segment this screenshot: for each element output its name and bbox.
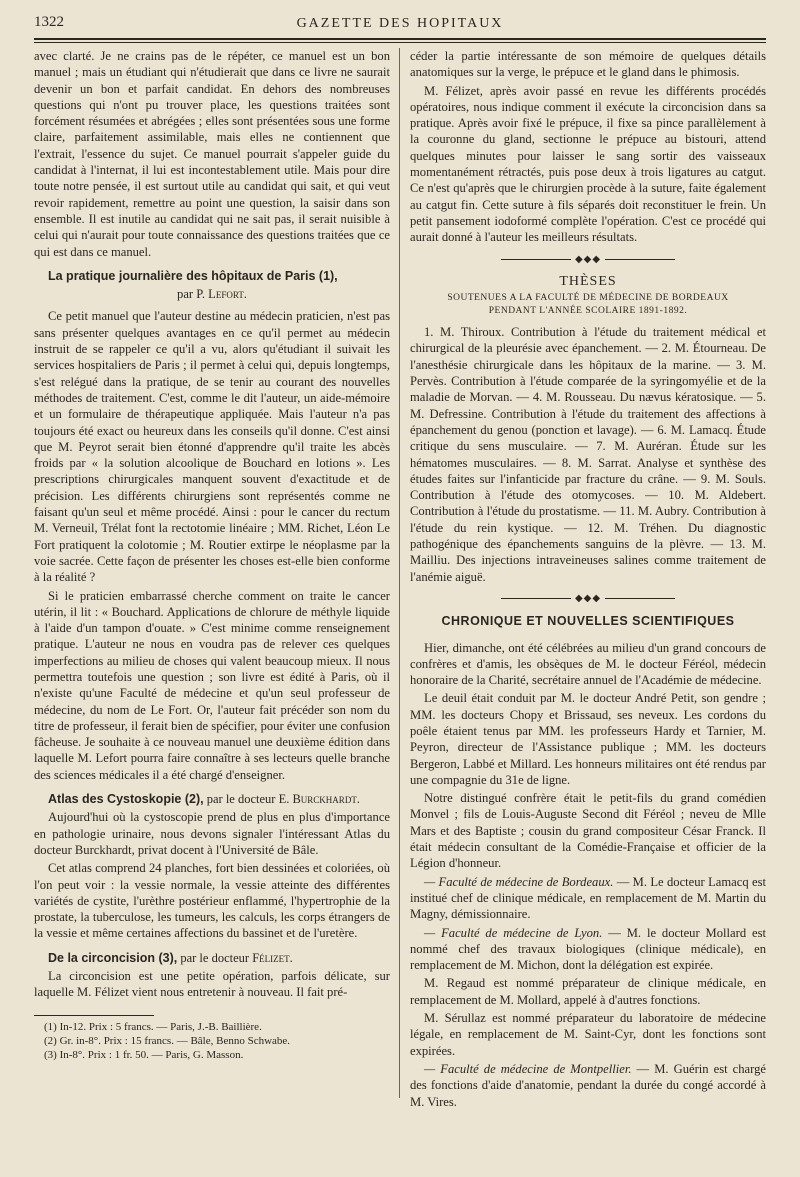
section-byline: par P. Lefort. — [177, 287, 247, 302]
paragraph: Cet atlas comprend 24 planches, fort bien dessinées et coloriées, où l'on peut voir : la vessie normale, la vessie atteinte des différentes variétés de cystite, l'urèthre postérieur enflammé, l'hypertrophie de la prostate, la tuberculose, les tumeurs, les calculs, les corps étrangers de la vessie et même certaines affections du bassinet et de l'uretère. — [34, 861, 390, 941]
chronicle-title: CHRONIQUE ET NOUVELLES SCIENTIFIQUES — [441, 614, 735, 629]
running-head: GAZETTE DES HOPITAUX — [296, 16, 504, 31]
paragraph: avec clarté. Je ne crains pas de le répéter, ce manuel est un bon manuel ; mais un étudiant qui n'étudierait que dans ce livre ne saurait devenir un bon et parfait candidat. En dehors des nombreuses questions qui n'ont pu trouver place, les questions traitées sont forcément résumées et abrégées ; elles sont présentées sous une forme claire, parfaitement assimilable, mais elles ne contiennent que l'extrait, l'essence du sujet. Ce manuel pourrait s'appeler guide du candidat à l'internat, il lui est incontestablement utile. Mais pour dire toute notre pensée, il est surtout utile au candidat qui sait, et qui veut revoir rapidement, remettre au point une question, la saisir dans son ensemble. Il est inutile au candidat qui ne sait pas, il serait nuisible à celui qui n'aurait pour toute connaissance des questions traitées que ce qui est dans ce manuel. — [34, 49, 390, 259]
author-name: Félizet. — [252, 950, 293, 965]
theses-subtitle: PENDANT L'ANNÉE SCOLAIRE 1891-1892. — [488, 306, 688, 317]
header-rule — [34, 38, 766, 40]
header-rule-thin — [34, 42, 766, 43]
paragraph: M. Regaud est nommé préparateur de clinique médicale, en remplacement de M. Mollard, appelé à d'autres fonctions. — [410, 976, 766, 1007]
footnote-rule — [34, 1015, 154, 1016]
paragraph: La circoncision est une petite opération, parfois délicate, sur laquelle M. Félizet vient nous entretenir à nouveau. Il fait pré- — [34, 969, 390, 1000]
theses-subtitle: SOUTENUES A LA FACULTÉ DE MÉDECINE DE BORDEAUX — [447, 293, 729, 304]
footnote: (3) In-8°. Prix : 1 fr. 50. — Paris, G. Masson. — [44, 1048, 244, 1061]
paragraph: M. Sérullaz est nommé préparateur du laboratoire de médecine légale, en remplacement de M. Saint-Cyr, dont les fonctions sont expirées. — [410, 1011, 766, 1058]
page-header — [34, 12, 766, 42]
paragraph: Hier, dimanche, ont été célébrées au milieu d'un grand concours de confrères et d'amis, les obsèques de M. le docteur Féréol, médecin honoraire de la Charité, secrétaire annuel de l'Académie de médecine. — [410, 640, 766, 688]
section-ornament: ◆◆◆ — [410, 591, 766, 607]
page-number: 1322 — [34, 14, 64, 30]
paragraph: Si le praticien embarrassé cherche comment on traite le cancer utérin, il lit : « Bouchard. Applications de chlorure de méthyle liquide à l'aide d'un tampon d'ouate. » C'est minime comme renseignement pratique. L'auteur ne nous en voudra pas de relever ces quelques imperfections au milieu de choses qui valent beaucoup mieux. Il nous permettra toutefois une question ; son livre est édité à Paris, où il n'existe qu'une Faculté de médecine et qu'un seul professeur de médecine, du nom de Le Fort. Or, l'auteur fait précéder son nom du titre de professeur, il ferait bien de spécifier, pour éviter une confusion fâcheuse. Je souhaite à ce nouveau manuel une deuxième édition dans laquelle M. Lefort pourra faire connaître à ses lecteurs quelle branche des sciences médicales il a été chargé d'enseigner. — [34, 588, 390, 782]
footnote: (2) Gr. in-8°. Prix : 15 francs. — Bâle, Benno Schwabe. — [44, 1034, 291, 1047]
section-title: Atlas des Cystoskopie (2), par le docteur E. Burckhardt. — [48, 792, 360, 807]
news-item: — Faculté de médecine de Montpellier. — M. Guérin est chargé des fonctions d'aide d'anatomie, pendant la durée du congé accordé à M. Vires. — [410, 1061, 766, 1109]
paragraph: Ce petit manuel que l'auteur destine au médecin praticien, n'est pas sans présenter quelques avantages en ce qu'il permet au médecin instruit de se rappeler ce qu'il a vu, alors qu'étudiant il suivait les services hospitaliers de Paris ; il permet à celui qui, depuis longtemps, s'est relégué dans la pratique, de se tenir au courant des nouvelles méthodes de traitement. C'est, comme le dit l'auteur, un aide-mémoire et un formulaire de thérapeutique appliquée. Mais l'auteur n'a pas toujours été exact ou heureux dans les conseils qu'il donne. C'est ainsi que M. Peyrot serait bien étonné d'apprendre qu'il traite les abcès froids par « la solution alcoolique de Bouchard en lotions ». Les prescriptions chirurgicales manquent souvent d'exactitude et de précision. Les différents chirurgiens sont représentés comme ne faisant qu'un seul et même procédé. Ainsi : pour le cancer du rectum M. Verneuil, Trélat font la rectotomie linéaire ; MM. Richet, Léon Le Fort pratiquent la colotomie ; M. Routier extirpe le néoplasme par la voie sacrée. Cette façon de présenter les choses est-elle bien conforme à la réalité ? — [34, 309, 390, 585]
footnote: (1) In-12. Prix : 5 francs. — Paris, J.-B. Baillière. — [44, 1020, 262, 1033]
section-title: La pratique journalière des hôpitaux de Paris (1), — [48, 268, 338, 283]
column-divider — [399, 48, 400, 1098]
paragraph: Notre distingué confrère était le petit-fils du grand comédien Monvel ; fils de Louis-Auguste Second dit Féréol ; neveu de Mlle Mars et des Baptiste ; cousin du grand compositeur César Franck. Il était médecin consultant de la Comédie-Française et officier de la Légion d'honneur. — [410, 791, 766, 871]
theses-title: THÈSES — [559, 273, 617, 289]
section-title: De la circoncision (3), par le docteur Félizet. — [48, 950, 293, 965]
author-name: Lefort. — [208, 287, 247, 302]
author-name: Burckhardt. — [292, 792, 360, 807]
news-item: — Faculté de médecine de Lyon. — M. le docteur Mollard est nommé chef des travaux biologiques (clinique médicale), en remplacement de M. Michon, dont la délégation est expirée. — [410, 925, 767, 973]
left-column — [34, 48, 390, 1062]
paragraph: Aujourd'hui où la cystoscopie prend de plus en plus d'importance en pathologie urinaire, nous devons signaler l'intéressant Atlas du docteur Burckhardt, privat docent à l'Université de Bâle. — [34, 810, 390, 857]
paragraph: M. Félizet, après avoir passé en revue les différents procédés opératoires, nous indique comment il exécute la circoncision dans sa pratique. Après avoir fixé le prépuce, il fixe sa pince parallèlement à la couronne du gland, sectionne le prépuce au bistouri, attend quelques minutes pour laisser le sang sortir des vaisseaux momentanément rétractés, puis pose deux à trois ligatures au catgut. Ce n'est qu'après que le chirurgien procède à la suture, faite également au catgut fin. Cette suture à fils séparés doit reconstituer le frein. Un petit pansement iodoformé complète l'opération. C'est ce procédé qui aurait donné à l'auteur les meilleurs résultats. — [410, 83, 766, 245]
right-column — [410, 48, 766, 1112]
news-item: — Faculté de médecine de Bordeaux. — M. Le docteur Lamacq est institué chef de clinique médicale, en remplacement de M. Martin du Magny, démissionnaire. — [410, 874, 766, 922]
section-ornament: ◆◆◆ — [410, 252, 766, 268]
paragraph: céder la partie intéressante de son mémoire de quelques détails anatomiques sur la verge, le prépuce et le gland dans le phimosis. — [410, 49, 766, 80]
theses-list: 1. M. Thiroux. Contribution à l'étude du traitement médical et chirurgical de la pleurésie avec épanchement. — 2. M. Étourneau. De l'anesthésie chirurgicale dans les hôpitaux de la marine. — 3. M. Pervès. Contribution à l'étude comparée de la syringomyélie et de la maladie de Morvan. — 4. M. Rousseau. Du nævus kératosique. — 5. M. Defressine. Contribution à l'étude du traitement des affections à épanchement du genou (ponction et lavage). — 6. M. Lamacq. Étude critique du sens musculaire. — 7. M. Auréгan. Étude sur les hématomes musculaires. — 8. M. Sarrat. Analyse et synthèse des études faites sur l'infanticide par fracture du crâne. — 9. M. Souls. Contribution à l'étude des otomycoses. — 10. M. Aldebert. Contribution à l'étude du prostatisme. — 11. M. Aubry. Contribution à l'étude du rein kystique. — 12. M. Tréhen. Du diagnostic pathogénique des épanchements sanguins de la plèvre. — 13. M. Mailliu. Des injections intraveineuses salines comme traitement de l'anémie aiguë. — [410, 325, 766, 584]
paragraph: Le deuil était conduit par M. le docteur André Petit, son gendre ; MM. les docteurs Chopy et Brissaud, ses neveux. Les cordons du poêle étaient tenus par MM. les professeurs Hardy et Tarnier, M. Peyron, directeur de l'Assistance publique ; MM. les docteurs Bergeron, Labbé et Millard. Les honneurs militaires ont été rendus par une compagnie du 31e de ligne. — [410, 691, 766, 787]
